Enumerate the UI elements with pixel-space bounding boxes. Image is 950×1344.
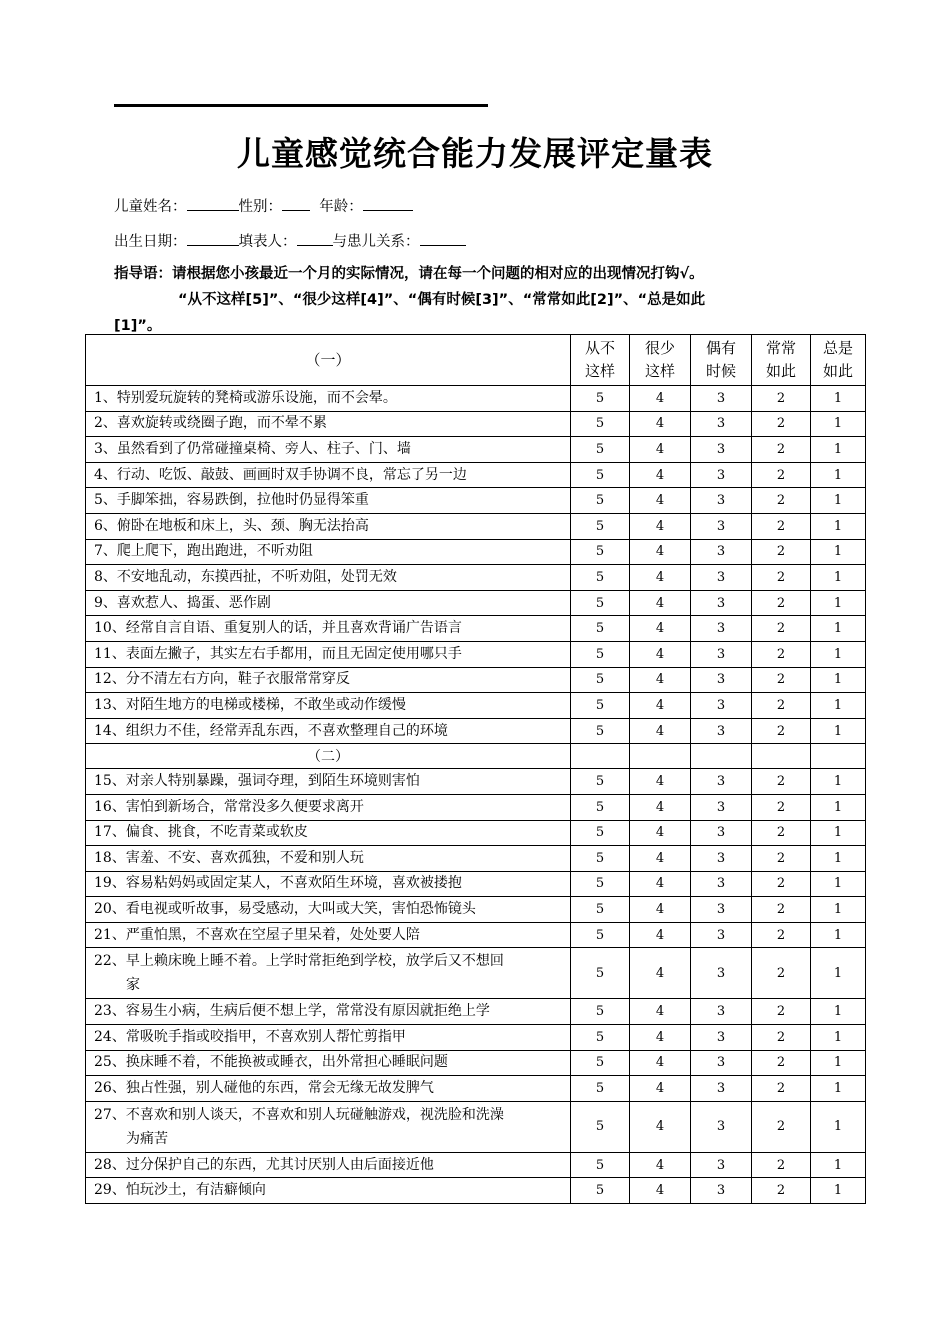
question-text: 2、喜欢旋转或绕圈子跑，而不晕不累 <box>86 411 571 437</box>
score-cell[interactable]: 5 <box>571 1152 630 1178</box>
score-cell[interactable]: 5 <box>571 462 630 488</box>
table-row <box>86 641 866 667</box>
table-row <box>86 948 866 999</box>
score-cell[interactable]: 4 <box>630 565 691 591</box>
score-cell[interactable]: 2 <box>752 513 811 539</box>
table-row <box>86 820 866 846</box>
score-cell[interactable]: 1 <box>811 437 866 463</box>
score-cell[interactable]: 4 <box>630 667 691 693</box>
score-cell[interactable]: 4 <box>630 871 691 897</box>
empty-cell <box>630 744 691 769</box>
score-cell[interactable]: 5 <box>571 769 630 795</box>
question-text: 15、对亲人特别暴躁，强词夺理，到陌生环境则害怕 <box>86 769 571 795</box>
score-cell[interactable]: 4 <box>630 513 691 539</box>
score-cell[interactable]: 5 <box>571 1101 630 1152</box>
score-cell[interactable]: 3 <box>691 769 752 795</box>
score-cell[interactable]: 1 <box>811 871 866 897</box>
score-cell[interactable]: 2 <box>752 437 811 463</box>
col-header-always: 总是 如此 <box>811 335 866 386</box>
score-cell[interactable]: 1 <box>811 693 866 719</box>
score-cell[interactable]: 3 <box>691 462 752 488</box>
score-cell[interactable]: 4 <box>630 693 691 719</box>
score-cell[interactable]: 3 <box>691 1152 752 1178</box>
score-cell[interactable]: 5 <box>571 897 630 923</box>
score-cell[interactable]: 4 <box>630 539 691 565</box>
table-row <box>86 1152 866 1178</box>
score-cell[interactable]: 5 <box>571 386 630 412</box>
question-line-1: 22、早上赖床晚上睡不着。上学时常拒绝到学校，放学后又不想回 <box>94 953 504 970</box>
question-text: 28、过分保护自己的东西，尤其讨厌别人由后面接近他 <box>86 1152 571 1178</box>
score-cell[interactable]: 3 <box>691 539 752 565</box>
empty-cell <box>752 744 811 769</box>
score-cell[interactable]: 1 <box>811 1152 866 1178</box>
question-text: 4、行动、吃饭、敲鼓、画画时双手协调不良，常忘了另一边 <box>86 462 571 488</box>
table-row <box>86 513 866 539</box>
score-cell[interactable]: 2 <box>752 1050 811 1076</box>
score-cell[interactable]: 3 <box>691 616 752 642</box>
score-cell[interactable]: 1 <box>811 846 866 872</box>
score-cell[interactable]: 5 <box>571 693 630 719</box>
score-cell[interactable]: 3 <box>691 513 752 539</box>
col-header-never: 从不 这样 <box>571 335 630 386</box>
table-row <box>86 590 866 616</box>
table-row <box>86 1101 866 1152</box>
table-row <box>86 386 866 412</box>
table-row <box>86 1025 866 1051</box>
score-cell[interactable]: 5 <box>571 1025 630 1051</box>
score-cell[interactable]: 4 <box>630 488 691 514</box>
score-cell[interactable]: 2 <box>752 769 811 795</box>
score-cell[interactable]: 1 <box>811 462 866 488</box>
score-cell[interactable]: 4 <box>630 1025 691 1051</box>
score-cell[interactable]: 2 <box>752 616 811 642</box>
table-row <box>86 718 866 744</box>
table-row <box>86 769 866 795</box>
table-row <box>86 922 866 948</box>
question-text: 9、喜欢惹人、捣蛋、恶作剧 <box>86 590 571 616</box>
birth-label: 出生日期： <box>114 234 187 250</box>
score-cell[interactable]: 5 <box>571 1076 630 1102</box>
score-cell[interactable]: 5 <box>571 1178 630 1204</box>
question-line-2: 家 <box>126 977 140 994</box>
score-cell[interactable]: 2 <box>752 565 811 591</box>
question-text: 23、容易生小病，生病后便不想上学，常常没有原因就拒绝上学 <box>86 999 571 1025</box>
gender-label: 性别： <box>238 199 282 215</box>
table-row <box>86 1178 866 1204</box>
score-cell[interactable]: 2 <box>752 462 811 488</box>
score-cell[interactable]: 3 <box>691 718 752 744</box>
table-row <box>86 411 866 437</box>
age-label: 年龄： <box>319 199 363 215</box>
question-text: 12、分不清左右方向，鞋子衣服常常穿反 <box>86 667 571 693</box>
empty-cell <box>571 744 630 769</box>
info-line-1 <box>114 195 413 216</box>
score-cell[interactable]: 1 <box>811 1050 866 1076</box>
question-text: 11、表面左撇子，其实左右手都用，而且无固定使用哪只手 <box>86 641 571 667</box>
score-cell[interactable]: 3 <box>691 386 752 412</box>
score-cell[interactable]: 1 <box>811 820 866 846</box>
score-cell[interactable]: 1 <box>811 616 866 642</box>
score-cell[interactable]: 3 <box>691 922 752 948</box>
score-cell[interactable]: 1 <box>811 1025 866 1051</box>
score-cell[interactable]: 1 <box>811 1076 866 1102</box>
score-cell[interactable]: 5 <box>571 590 630 616</box>
score-cell[interactable]: 2 <box>752 999 811 1025</box>
top-rule <box>114 104 488 107</box>
score-cell[interactable]: 2 <box>752 897 811 923</box>
score-cell[interactable]: 3 <box>691 1076 752 1102</box>
page-title: 儿童感觉统合能力发展评定量表 <box>237 134 713 173</box>
score-cell[interactable]: 1 <box>811 488 866 514</box>
question-text: 3、虽然看到了仍常碰撞桌椅、旁人、柱子、门、墙 <box>86 437 571 463</box>
score-cell[interactable]: 2 <box>752 641 811 667</box>
score-cell[interactable]: 5 <box>571 922 630 948</box>
table-row <box>86 999 866 1025</box>
col-header-rarely: 很少 这样 <box>630 335 691 386</box>
score-cell[interactable]: 2 <box>752 539 811 565</box>
score-cell[interactable]: 3 <box>691 999 752 1025</box>
section-1-header: （一） <box>86 335 571 386</box>
question-text: 26、独占性强，别人碰他的东西，常会无缘无故发脾气 <box>86 1076 571 1102</box>
guide-line-2: “从不这样[5]”、“很少这样[4]”、“偶有时候[3]”、“常常如此[2]”、“总是如此 <box>178 292 706 308</box>
table-row <box>86 846 866 872</box>
table-row <box>86 565 866 591</box>
score-cell[interactable]: 4 <box>630 1152 691 1178</box>
score-cell[interactable]: 1 <box>811 897 866 923</box>
score-cell[interactable]: 4 <box>630 820 691 846</box>
score-cell[interactable]: 1 <box>811 1178 866 1204</box>
score-cell[interactable]: 4 <box>630 386 691 412</box>
score-cell[interactable]: 3 <box>691 871 752 897</box>
score-cell[interactable]: 1 <box>811 411 866 437</box>
table-row <box>86 794 866 820</box>
score-cell[interactable]: 1 <box>811 999 866 1025</box>
score-cell[interactable]: 4 <box>630 590 691 616</box>
score-cell[interactable]: 3 <box>691 794 752 820</box>
score-cell[interactable]: 1 <box>811 667 866 693</box>
question-text: 20、看电视或听故事，易受感动，大叫或大笑，害怕恐怖镜头 <box>86 897 571 923</box>
score-cell[interactable]: 5 <box>571 616 630 642</box>
score-cell[interactable]: 5 <box>571 437 630 463</box>
question-text: 10、经常自言自语、重复别人的话，并且喜欢背诵广告语言 <box>86 616 571 642</box>
score-cell[interactable]: 3 <box>691 411 752 437</box>
score-cell[interactable]: 2 <box>752 922 811 948</box>
score-cell[interactable]: 3 <box>691 1025 752 1051</box>
score-cell[interactable]: 4 <box>630 718 691 744</box>
filler-label: 填表人： <box>238 234 297 250</box>
header-row <box>86 335 866 386</box>
table-row <box>86 897 866 923</box>
question-text: 18、害羞、不安、喜欢孤独，不爱和别人玩 <box>86 846 571 872</box>
score-cell[interactable]: 3 <box>691 590 752 616</box>
question-text: 17、偏食、挑食，不吃青菜或软皮 <box>86 820 571 846</box>
score-cell[interactable]: 4 <box>630 794 691 820</box>
score-cell[interactable]: 4 <box>630 922 691 948</box>
score-cell[interactable]: 4 <box>630 897 691 923</box>
score-cell[interactable]: 3 <box>691 846 752 872</box>
score-cell[interactable]: 2 <box>752 948 811 999</box>
score-cell[interactable]: 3 <box>691 565 752 591</box>
table-row <box>86 1050 866 1076</box>
score-cell[interactable]: 2 <box>752 718 811 744</box>
score-cell[interactable]: 1 <box>811 513 866 539</box>
score-cell[interactable]: 2 <box>752 693 811 719</box>
score-cell[interactable]: 5 <box>571 846 630 872</box>
score-cell[interactable]: 3 <box>691 948 752 999</box>
score-cell[interactable]: 1 <box>811 386 866 412</box>
question-text: 1、特别爱玩旋转的凳椅或游乐设施，而不会晕。 <box>86 386 571 412</box>
score-cell[interactable]: 5 <box>571 1050 630 1076</box>
question-text: 5、手脚笨拙，容易跌倒，拉他时仍显得笨重 <box>86 488 571 514</box>
relation-field[interactable] <box>420 231 466 246</box>
score-cell[interactable]: 1 <box>811 565 866 591</box>
section-row <box>86 744 866 769</box>
score-cell[interactable]: 2 <box>752 590 811 616</box>
table-row <box>86 616 866 642</box>
name-label: 儿童姓名： <box>114 199 187 215</box>
table-row <box>86 871 866 897</box>
assessment-table <box>85 334 866 1204</box>
question-text <box>86 948 571 999</box>
score-cell[interactable]: 5 <box>571 411 630 437</box>
score-cell[interactable]: 4 <box>630 411 691 437</box>
score-cell[interactable]: 2 <box>752 411 811 437</box>
col-header-sometimes: 偶有 时候 <box>691 335 752 386</box>
score-cell[interactable]: 4 <box>630 1050 691 1076</box>
score-cell[interactable]: 2 <box>752 1152 811 1178</box>
score-cell[interactable]: 1 <box>811 1101 866 1152</box>
score-cell[interactable]: 5 <box>571 871 630 897</box>
filler-field[interactable] <box>297 231 333 246</box>
score-cell[interactable]: 4 <box>630 437 691 463</box>
score-cell[interactable]: 4 <box>630 641 691 667</box>
question-line-2: 为痛苦 <box>126 1130 168 1147</box>
score-cell[interactable]: 2 <box>752 1101 811 1152</box>
question-text: 21、严重怕黑，不喜欢在空屋子里呆着，处处要人陪 <box>86 922 571 948</box>
empty-cell <box>691 744 752 769</box>
score-cell[interactable]: 5 <box>571 565 630 591</box>
score-cell[interactable]: 5 <box>571 820 630 846</box>
score-cell[interactable]: 5 <box>571 641 630 667</box>
score-cell[interactable]: 4 <box>630 462 691 488</box>
age-field[interactable] <box>363 196 413 211</box>
question-text: 14、组织力不佳，经常弄乱东西，不喜欢整理自己的环境 <box>86 718 571 744</box>
score-cell[interactable]: 5 <box>571 667 630 693</box>
table-row <box>86 693 866 719</box>
question-text: 8、不安地乱动，东摸西扯，不听劝阻，处罚无效 <box>86 565 571 591</box>
score-cell[interactable]: 4 <box>630 769 691 795</box>
score-cell[interactable]: 3 <box>691 1178 752 1204</box>
relation-label: 与患儿关系： <box>332 234 420 250</box>
score-cell[interactable]: 1 <box>811 794 866 820</box>
score-cell[interactable]: 5 <box>571 794 630 820</box>
table-row <box>86 437 866 463</box>
score-cell[interactable]: 1 <box>811 769 866 795</box>
score-cell[interactable]: 1 <box>811 718 866 744</box>
gender-field[interactable] <box>282 196 310 211</box>
score-cell[interactable]: 3 <box>691 488 752 514</box>
question-text: 19、容易粘妈妈或固定某人，不喜欢陌生环境，喜欢被搂抱 <box>86 871 571 897</box>
score-cell[interactable]: 2 <box>752 1025 811 1051</box>
question-text: 13、对陌生地方的电梯或楼梯，不敢坐或动作缓慢 <box>86 693 571 719</box>
score-cell[interactable]: 2 <box>752 1076 811 1102</box>
score-cell[interactable]: 2 <box>752 871 811 897</box>
score-cell[interactable]: 3 <box>691 693 752 719</box>
score-cell[interactable]: 3 <box>691 437 752 463</box>
score-cell[interactable]: 1 <box>811 641 866 667</box>
score-cell[interactable]: 2 <box>752 820 811 846</box>
score-cell[interactable]: 1 <box>811 539 866 565</box>
score-cell[interactable]: 3 <box>691 667 752 693</box>
info-line-2 <box>114 230 466 251</box>
score-cell[interactable]: 2 <box>752 794 811 820</box>
score-cell[interactable]: 3 <box>691 1101 752 1152</box>
guide-line-1: 指导语：请根据您小孩最近一个月的实际情况，请在每一个问题的相对应的出现情况打钩√。 <box>114 266 704 282</box>
table-row <box>86 539 866 565</box>
question-text: 24、常吸吮手指或咬指甲，不喜欢别人帮忙剪指甲 <box>86 1025 571 1051</box>
score-cell[interactable]: 4 <box>630 1076 691 1102</box>
table-row <box>86 462 866 488</box>
question-text: 29、怕玩沙土，有洁癖倾向 <box>86 1178 571 1204</box>
score-cell[interactable]: 5 <box>571 488 630 514</box>
question-text: 16、害怕到新场合，常常没多久便要求离开 <box>86 794 571 820</box>
question-line-1: 27、不喜欢和别人谈天，不喜欢和别人玩碰触游戏，视洗脸和洗澡 <box>94 1106 504 1123</box>
score-cell[interactable]: 4 <box>630 948 691 999</box>
name-field[interactable] <box>187 196 239 211</box>
score-cell[interactable]: 2 <box>752 488 811 514</box>
score-cell[interactable]: 1 <box>811 590 866 616</box>
score-cell[interactable]: 3 <box>691 1050 752 1076</box>
score-cell[interactable]: 4 <box>630 846 691 872</box>
score-cell[interactable]: 5 <box>571 539 630 565</box>
guide-line-3: [1]”。 <box>114 318 162 334</box>
col-header-often: 常常 如此 <box>752 335 811 386</box>
score-cell[interactable]: 2 <box>752 386 811 412</box>
score-cell[interactable]: 4 <box>630 616 691 642</box>
score-cell[interactable]: 2 <box>752 846 811 872</box>
score-cell[interactable]: 4 <box>630 1178 691 1204</box>
score-cell[interactable]: 1 <box>811 948 866 999</box>
score-cell[interactable]: 5 <box>571 513 630 539</box>
score-cell[interactable]: 3 <box>691 897 752 923</box>
score-cell[interactable]: 4 <box>630 999 691 1025</box>
table-row <box>86 488 866 514</box>
score-cell[interactable]: 3 <box>691 820 752 846</box>
question-text: 25、换床睡不着，不能换被或睡衣，出外常担心睡眠问题 <box>86 1050 571 1076</box>
question-text: 6、俯卧在地板和床上，头、颈、胸无法抬高 <box>86 513 571 539</box>
birth-field[interactable] <box>187 231 239 246</box>
score-cell[interactable]: 2 <box>752 667 811 693</box>
score-cell[interactable]: 5 <box>571 718 630 744</box>
table-row <box>86 667 866 693</box>
question-text <box>86 1101 571 1152</box>
score-cell[interactable]: 5 <box>571 999 630 1025</box>
score-cell[interactable]: 4 <box>630 1101 691 1152</box>
question-text: 7、爬上爬下，跑出跑进，不听劝阻 <box>86 539 571 565</box>
section-2-header: （二） <box>86 744 571 769</box>
table-row <box>86 1076 866 1102</box>
score-cell[interactable]: 5 <box>571 948 630 999</box>
score-cell[interactable]: 3 <box>691 641 752 667</box>
empty-cell <box>811 744 866 769</box>
score-cell[interactable]: 1 <box>811 922 866 948</box>
score-cell[interactable]: 2 <box>752 1178 811 1204</box>
